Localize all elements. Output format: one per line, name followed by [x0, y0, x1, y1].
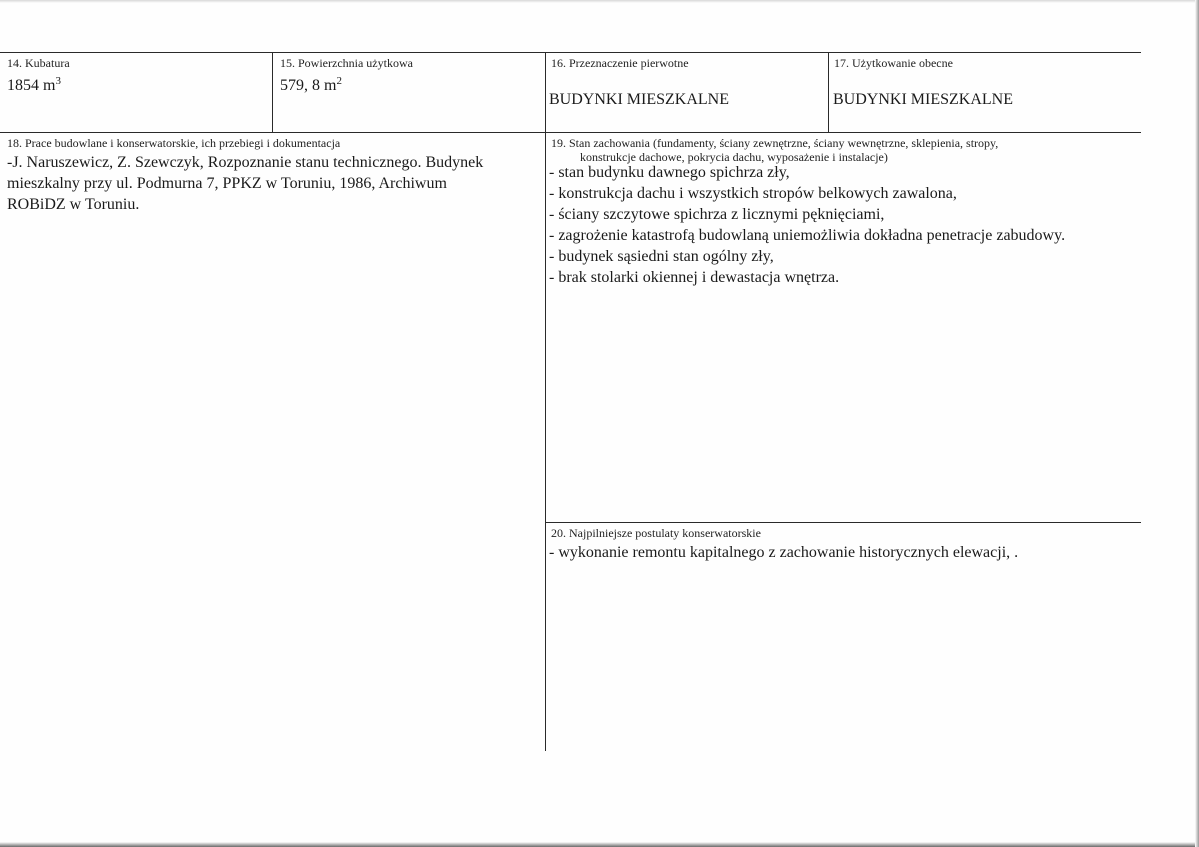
rule-row2 — [0, 132, 1141, 133]
field-18-text — [7, 152, 483, 215]
scan-edge-right — [1195, 0, 1199, 847]
field-17-label: 17. Użytkowanie obecne — [834, 56, 953, 70]
field-15-unit: $m^2$ — [324, 75, 342, 94]
field-20-text — [549, 542, 1018, 563]
field-19-line: - brak stolarki okiennej i dewastacja wnętrza. — [549, 269, 840, 286]
divider-center — [545, 52, 546, 751]
field-18-line: ROBiDZ w Toruniu. — [7, 196, 140, 213]
field-19-line: - konstrukcja dachu i wszystkich stropów belkowych zawalona, — [549, 185, 957, 202]
field-18-line: -J. Naruszewicz, Z. Szewczyk, Rozpoznanie stanu technicznego. Budynek — [7, 154, 484, 171]
field-19-label — [551, 136, 998, 164]
field-19-line: - zagrożenie katastrofą budowlaną uniemożliwia dokładna penetracje zabudowy. — [549, 227, 1066, 244]
rule-top — [0, 52, 1141, 53]
scan-edge-bottom — [0, 842, 1199, 847]
field-16-label: 16. Przeznaczenie pierwotne — [551, 56, 689, 70]
field-14-unit: $m^3$ — [43, 75, 61, 94]
field-15-label: 15. Powierzchnia użytkowa — [280, 56, 413, 70]
rule-section20 — [546, 522, 1141, 523]
field-19-line: - budynek sąsiedni stan ogólny zły, — [549, 248, 774, 265]
field-19-label-line: 19. Stan zachowania (fundamenty, ściany zewnętrzne, ściany wewnętrzne, sklepienia, stropy, — [551, 136, 999, 150]
field-17-value: BUDYNKI MIESZKALNE — [833, 91, 1013, 108]
field-20-line: - wykonanie remontu kapitalnego z zachowanie historycznych elewacji, . — [549, 544, 1019, 561]
field-14-label: 14. Kubatura — [7, 56, 70, 70]
field-14-number: 1854 — [7, 77, 39, 94]
field-20-label: 20. Najpilniejsze postulaty konserwatorskie — [551, 526, 761, 540]
field-15-value — [280, 75, 342, 96]
field-18-label: 18. Prace budowlane i konserwatorskie, ich przebiegi i dokumentacja — [7, 136, 341, 150]
field-18-line: mieszkalny przy ul. Podmurna 7, PPKZ w Toruniu, 1986, Archiwum — [7, 175, 447, 192]
field-19-label-line: konstrukcje dachowe, pokrycia dachu, wyposażenie i instalacje) — [580, 150, 888, 164]
scan-edge-top — [0, 0, 1199, 3]
field-16-value: BUDYNKI MIESZKALNE — [549, 91, 729, 108]
divider-14-15 — [272, 52, 273, 132]
field-19-text — [549, 162, 1065, 288]
field-14-value — [7, 75, 61, 96]
divider-16-17 — [828, 52, 829, 132]
field-15-number: 579, 8 — [280, 77, 320, 94]
field-19-line: - ściany szczytowe spichrza z licznymi pęknięciami, — [549, 206, 885, 223]
field-19-line: - stan budynku dawnego spichrza zły, — [549, 164, 790, 181]
